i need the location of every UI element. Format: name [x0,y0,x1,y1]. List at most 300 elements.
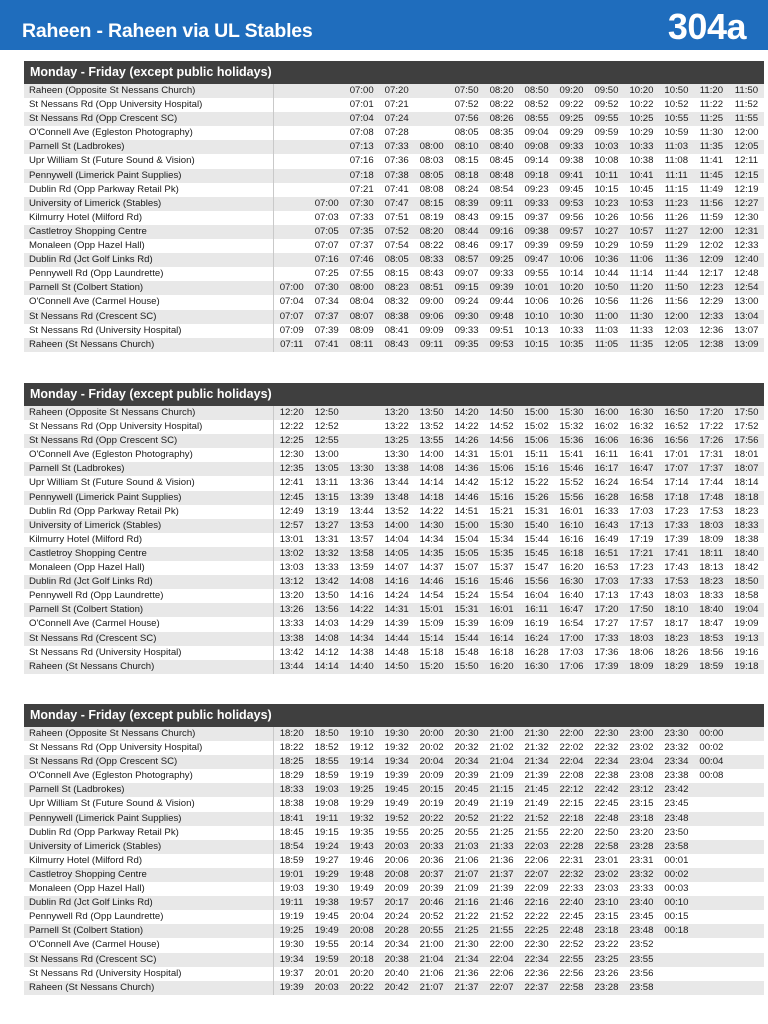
departure-time [274,84,310,98]
departure-time: 09:59 [589,126,624,140]
departure-time: 07:01 [344,98,379,112]
departure-time [659,967,694,981]
table-row [24,476,764,490]
departure-time: 16:00 [589,406,624,420]
table-row [24,533,764,547]
departure-time: 23:12 [624,783,659,797]
stop-name: Kilmurry Hotel (Milford Rd) [24,211,274,225]
departure-time: 21:04 [484,755,519,769]
departure-time: 09:04 [519,126,554,140]
departure-time: 21:19 [484,797,519,811]
departure-time: 22:33 [554,882,589,896]
departure-time: 17:13 [589,589,624,603]
departure-time: 00:00 [694,727,729,741]
departure-time: 15:18 [414,646,449,660]
departure-time: 14:42 [449,476,484,490]
departure-time: 20:40 [379,967,414,981]
departure-time: 15:30 [484,519,519,533]
departure-time: 23:01 [589,854,624,868]
departure-time: 21:00 [484,727,519,741]
departure-time: 19:55 [309,938,344,952]
departure-time: 13:48 [379,491,414,505]
departure-time: 11:26 [659,211,694,225]
departure-time: 15:24 [449,589,484,603]
departure-time: 19:19 [344,769,379,783]
departure-time: 10:50 [589,281,624,295]
departure-time: 13:04 [729,310,764,324]
departure-time: 09:18 [519,169,554,183]
departure-time: 15:36 [554,434,589,448]
departure-time: 15:06 [484,462,519,476]
departure-time: 16:01 [484,603,519,617]
departure-time: 16:41 [624,448,659,462]
departure-time: 08:22 [484,98,519,112]
departure-time: 15:31 [519,505,554,519]
departure-time: 13:27 [309,519,344,533]
departure-time: 10:35 [554,338,589,352]
departure-time: 09:50 [589,84,624,98]
departure-time: 19:55 [379,826,414,840]
stop-name: Monaleen (Opp Hazel Hall) [24,882,274,896]
stop-name: Parnell St (Colbert Station) [24,603,274,617]
departure-time [274,126,310,140]
departure-time: 17:26 [694,434,729,448]
table-row [24,267,764,281]
departure-time: 16:28 [519,646,554,660]
departure-time: 14:50 [484,406,519,420]
departure-time: 22:37 [519,981,554,995]
departure-time: 12:20 [274,406,310,420]
departure-time: 09:56 [554,211,589,225]
departure-time [274,112,310,126]
departure-time: 13:52 [379,505,414,519]
departure-time: 21:30 [449,938,484,952]
departure-time: 16:24 [519,632,554,646]
departure-time [729,783,764,797]
departure-time: 15:46 [554,462,589,476]
departure-time: 12:03 [659,324,694,338]
departure-time: 22:28 [554,840,589,854]
departure-time: 08:33 [414,253,449,267]
table-row [24,783,764,797]
departure-time: 13:38 [274,632,310,646]
departure-time: 15:01 [414,603,449,617]
departure-time: 20:34 [449,755,484,769]
departure-time: 20:03 [379,840,414,854]
table-row [24,868,764,882]
departure-time [309,112,344,126]
table-row [24,169,764,183]
table-row [24,953,764,967]
departure-time: 16:18 [554,547,589,561]
departure-time: 20:52 [414,910,449,924]
departure-time: 09:39 [484,281,519,295]
stop-name: Castletroy Shopping Centre [24,225,274,239]
departure-time: 18:20 [274,727,310,741]
departure-time: 16:01 [554,505,589,519]
departure-time: 09:53 [484,338,519,352]
departure-time: 20:42 [379,981,414,995]
table-row [24,854,764,868]
departure-time: 19:15 [309,826,344,840]
departure-time: 19:30 [274,938,310,952]
departure-time: 13:09 [729,338,764,352]
table-row [24,197,764,211]
departure-time: 19:03 [309,783,344,797]
table-row [24,755,764,769]
departure-time: 12:22 [274,420,310,434]
departure-time: 15:50 [449,660,484,674]
departure-time: 13:05 [309,462,344,476]
departure-time: 22:48 [554,924,589,938]
departure-time: 22:16 [519,896,554,910]
departure-time: 10:38 [624,154,659,168]
departure-time: 23:18 [589,924,624,938]
departure-time: 09:06 [414,310,449,324]
stop-name: Parnell St (Ladbrokes) [24,462,274,476]
departure-time: 22:30 [519,938,554,952]
departure-time: 19:19 [274,910,310,924]
departure-time: 11:22 [694,98,729,112]
departure-time: 16:49 [589,533,624,547]
departure-time: 18:01 [729,448,764,462]
departure-time: 10:03 [589,140,624,154]
departure-time: 12:05 [729,140,764,154]
departure-time: 16:02 [589,420,624,434]
departure-time: 19:08 [309,797,344,811]
departure-time [659,938,694,952]
departure-time: 18:38 [274,797,310,811]
departure-time: 14:50 [379,660,414,674]
departure-time: 20:22 [344,981,379,995]
table-row [24,225,764,239]
departure-time: 15:52 [554,476,589,490]
departure-time: 22:48 [589,812,624,826]
departure-time: 22:40 [554,896,589,910]
departure-time: 19:37 [274,967,310,981]
departure-time: 22:34 [589,755,624,769]
departure-time [659,953,694,967]
table-row [24,239,764,253]
departure-time [729,938,764,952]
departure-time: 15:16 [484,491,519,505]
departure-time: 10:36 [589,253,624,267]
stop-name: St Nessans Rd (University Hospital) [24,967,274,981]
departure-time: 18:52 [309,741,344,755]
table-row [24,910,764,924]
departure-time: 19:32 [379,741,414,755]
departure-time: 11:25 [694,112,729,126]
departure-time: 08:46 [449,239,484,253]
departure-time: 08:18 [449,169,484,183]
departure-time: 07:37 [309,310,344,324]
departure-time: 23:22 [589,938,624,952]
departure-time: 12:15 [729,169,764,183]
departure-time: 10:26 [589,211,624,225]
departure-time: 10:29 [589,239,624,253]
stop-name: Parnell St (Colbert Station) [24,924,274,938]
departure-time: 19:45 [309,910,344,924]
departure-time [309,126,344,140]
departure-time: 15:01 [484,448,519,462]
departure-time: 17:53 [694,505,729,519]
departure-time: 07:36 [379,154,414,168]
departure-time: 19:03 [274,882,310,896]
departure-time: 12:36 [694,324,729,338]
departure-time: 15:30 [554,406,589,420]
departure-time: 10:59 [624,239,659,253]
table-row [24,561,764,575]
departure-time: 15:26 [519,491,554,505]
table-row [24,519,764,533]
stop-name: Kilmurry Hotel (Milford Rd) [24,533,274,547]
stop-name: Raheen (Opposite St Nessans Church) [24,84,274,98]
departure-time: 18:23 [694,575,729,589]
departure-time: 19:25 [274,924,310,938]
departure-time: 18:40 [729,547,764,561]
departure-time [694,938,729,952]
departure-time: 23:04 [624,755,659,769]
departure-time: 22:22 [519,910,554,924]
departure-time: 12:41 [274,476,310,490]
departure-time: 13:59 [344,561,379,575]
departure-time: 08:00 [344,281,379,295]
departure-time: 18:10 [659,603,694,617]
departure-time [694,797,729,811]
departure-time: 23:08 [624,769,659,783]
departure-time [274,98,310,112]
departure-time: 19:14 [344,755,379,769]
departure-time: 09:29 [554,126,589,140]
departure-time: 17:01 [659,448,694,462]
departure-time: 11:11 [659,169,694,183]
departure-time: 22:52 [554,938,589,952]
departure-time: 09:25 [554,112,589,126]
departure-time: 17:43 [659,561,694,575]
departure-time: 22:15 [554,797,589,811]
departure-time: 10:20 [554,281,589,295]
departure-time: 21:49 [519,797,554,811]
departure-time: 14:16 [379,575,414,589]
departure-time: 23:02 [624,741,659,755]
departure-time: 11:56 [694,197,729,211]
departure-time: 19:52 [379,812,414,826]
departure-time: 18:09 [694,533,729,547]
departure-time: 09:22 [554,98,589,112]
stop-name: Raheen (Opposite St Nessans Church) [24,727,274,741]
departure-time: 14:04 [379,533,414,547]
stop-name: St Nessans Rd (Crescent SC) [24,632,274,646]
departure-time: 16:20 [554,561,589,575]
departure-time: 14:31 [449,448,484,462]
departure-time [694,840,729,854]
departure-time: 17:13 [624,519,659,533]
header-bar [0,0,768,50]
departure-time [694,924,729,938]
departure-time: 22:25 [519,924,554,938]
table-row [24,140,764,154]
departure-time: 16:28 [589,491,624,505]
departure-time: 19:12 [344,741,379,755]
departure-time: 11:15 [659,183,694,197]
departure-time: 21:36 [484,854,519,868]
departure-time: 18:53 [694,632,729,646]
departure-time: 22:32 [589,741,624,755]
departure-time: 07:09 [274,324,310,338]
departure-time: 17:14 [659,476,694,490]
departure-time: 17:53 [659,575,694,589]
departure-time: 23:03 [589,882,624,896]
table-row [24,741,764,755]
departure-time: 14:37 [414,561,449,575]
departure-time: 08:05 [449,126,484,140]
departure-time: 08:20 [414,225,449,239]
departure-time: 16:10 [554,519,589,533]
departure-time: 10:22 [624,98,659,112]
departure-time [309,98,344,112]
departure-time: 08:23 [379,281,414,295]
departure-time: 13:00 [729,295,764,309]
departure-time: 18:13 [694,561,729,575]
departure-time: 18:54 [274,840,310,854]
table-row [24,406,764,420]
departure-time: 19:11 [274,896,310,910]
departure-time: 20:25 [414,826,449,840]
departure-time: 19:01 [274,868,310,882]
departure-time: 15:46 [484,575,519,589]
departure-time: 07:46 [344,253,379,267]
departure-time: 11:50 [729,84,764,98]
stop-name: Pennywell Rd (Opp Laundrette) [24,910,274,924]
departure-time: 18:38 [729,533,764,547]
departure-time: 18:33 [694,589,729,603]
departure-time: 10:33 [624,140,659,154]
departure-time: 09:39 [519,239,554,253]
departure-time: 00:02 [659,868,694,882]
departure-time: 21:04 [414,953,449,967]
stop-name: Pennywell (Limerick Paint Supplies) [24,491,274,505]
departure-time: 16:47 [554,603,589,617]
departure-time [659,981,694,995]
departure-time [344,434,379,448]
departure-time: 15:41 [554,448,589,462]
departure-time: 09:45 [554,183,589,197]
departure-time: 16:14 [484,632,519,646]
departure-time [274,267,310,281]
departure-time: 08:19 [414,211,449,225]
departure-time [729,953,764,967]
departure-time: 23:15 [589,910,624,924]
departure-time: 10:15 [589,183,624,197]
departure-time: 18:07 [729,462,764,476]
departure-time: 07:04 [344,112,379,126]
departure-time: 14:24 [379,589,414,603]
departure-time: 15:00 [449,519,484,533]
stop-name: Upr William St (Future Sound & Vision) [24,797,274,811]
departure-time: 09:41 [554,169,589,183]
departure-time: 23:52 [624,938,659,952]
departure-time: 13:38 [379,462,414,476]
departure-time: 19:48 [344,868,379,882]
departure-time: 20:18 [344,953,379,967]
departure-time [274,211,310,225]
departure-time: 13:02 [274,547,310,561]
departure-time: 13:42 [274,646,310,660]
departure-time: 18:45 [274,826,310,840]
departure-time: 13:33 [274,617,310,631]
departure-time: 21:15 [484,783,519,797]
departure-time: 22:30 [589,727,624,741]
departure-time [729,727,764,741]
departure-time: 17:36 [589,646,624,660]
departure-time: 18:11 [694,547,729,561]
stop-name: Parnell St (Ladbrokes) [24,783,274,797]
stop-name: Pennywell Rd (Opp Laundrette) [24,267,274,281]
departure-time: 15:09 [414,617,449,631]
departure-time: 22:58 [589,840,624,854]
departure-time: 10:13 [519,324,554,338]
departure-time: 10:26 [554,295,589,309]
departure-time: 23:32 [659,741,694,755]
departure-time: 16:30 [554,575,589,589]
departure-time: 09:20 [554,84,589,98]
departure-time: 08:22 [414,239,449,253]
departure-time: 16:30 [624,406,659,420]
departure-time: 11:03 [659,140,694,154]
departure-time: 19:57 [344,896,379,910]
departure-time: 14:51 [449,505,484,519]
departure-time: 09:38 [519,225,554,239]
departure-time: 18:50 [729,575,764,589]
departure-time: 18:41 [274,812,310,826]
departure-time: 21:02 [484,741,519,755]
stop-name: Pennywell Rd (Opp Laundrette) [24,589,274,603]
departure-time [344,448,379,462]
departure-time [309,183,344,197]
departure-time: 13:30 [344,462,379,476]
departure-time: 14:39 [379,617,414,631]
departure-time: 17:39 [659,533,694,547]
departure-time: 15:34 [484,533,519,547]
departure-time: 19:59 [309,953,344,967]
departure-time [274,225,310,239]
departure-time: 19:30 [379,727,414,741]
departure-time: 11:50 [659,281,694,295]
departure-time: 14:52 [484,420,519,434]
departure-time: 21:39 [484,882,519,896]
departure-time: 18:26 [659,646,694,660]
departure-time: 09:48 [484,310,519,324]
departure-time: 09:17 [484,239,519,253]
departure-time: 17:33 [589,632,624,646]
departure-time: 08:26 [484,112,519,126]
departure-time: 08:32 [379,295,414,309]
departure-time [729,967,764,981]
departure-time: 19:49 [344,882,379,896]
departure-time [274,197,310,211]
departure-time: 16:09 [484,617,519,631]
table-row [24,967,764,981]
departure-time: 09:07 [449,267,484,281]
departure-time: 18:25 [274,755,310,769]
departure-time: 00:18 [659,924,694,938]
departure-time: 23:25 [589,953,624,967]
table-row [24,281,764,295]
departure-time: 21:25 [484,826,519,840]
departure-time: 20:15 [414,783,449,797]
departure-time: 15:14 [414,632,449,646]
departure-time: 10:29 [624,126,659,140]
